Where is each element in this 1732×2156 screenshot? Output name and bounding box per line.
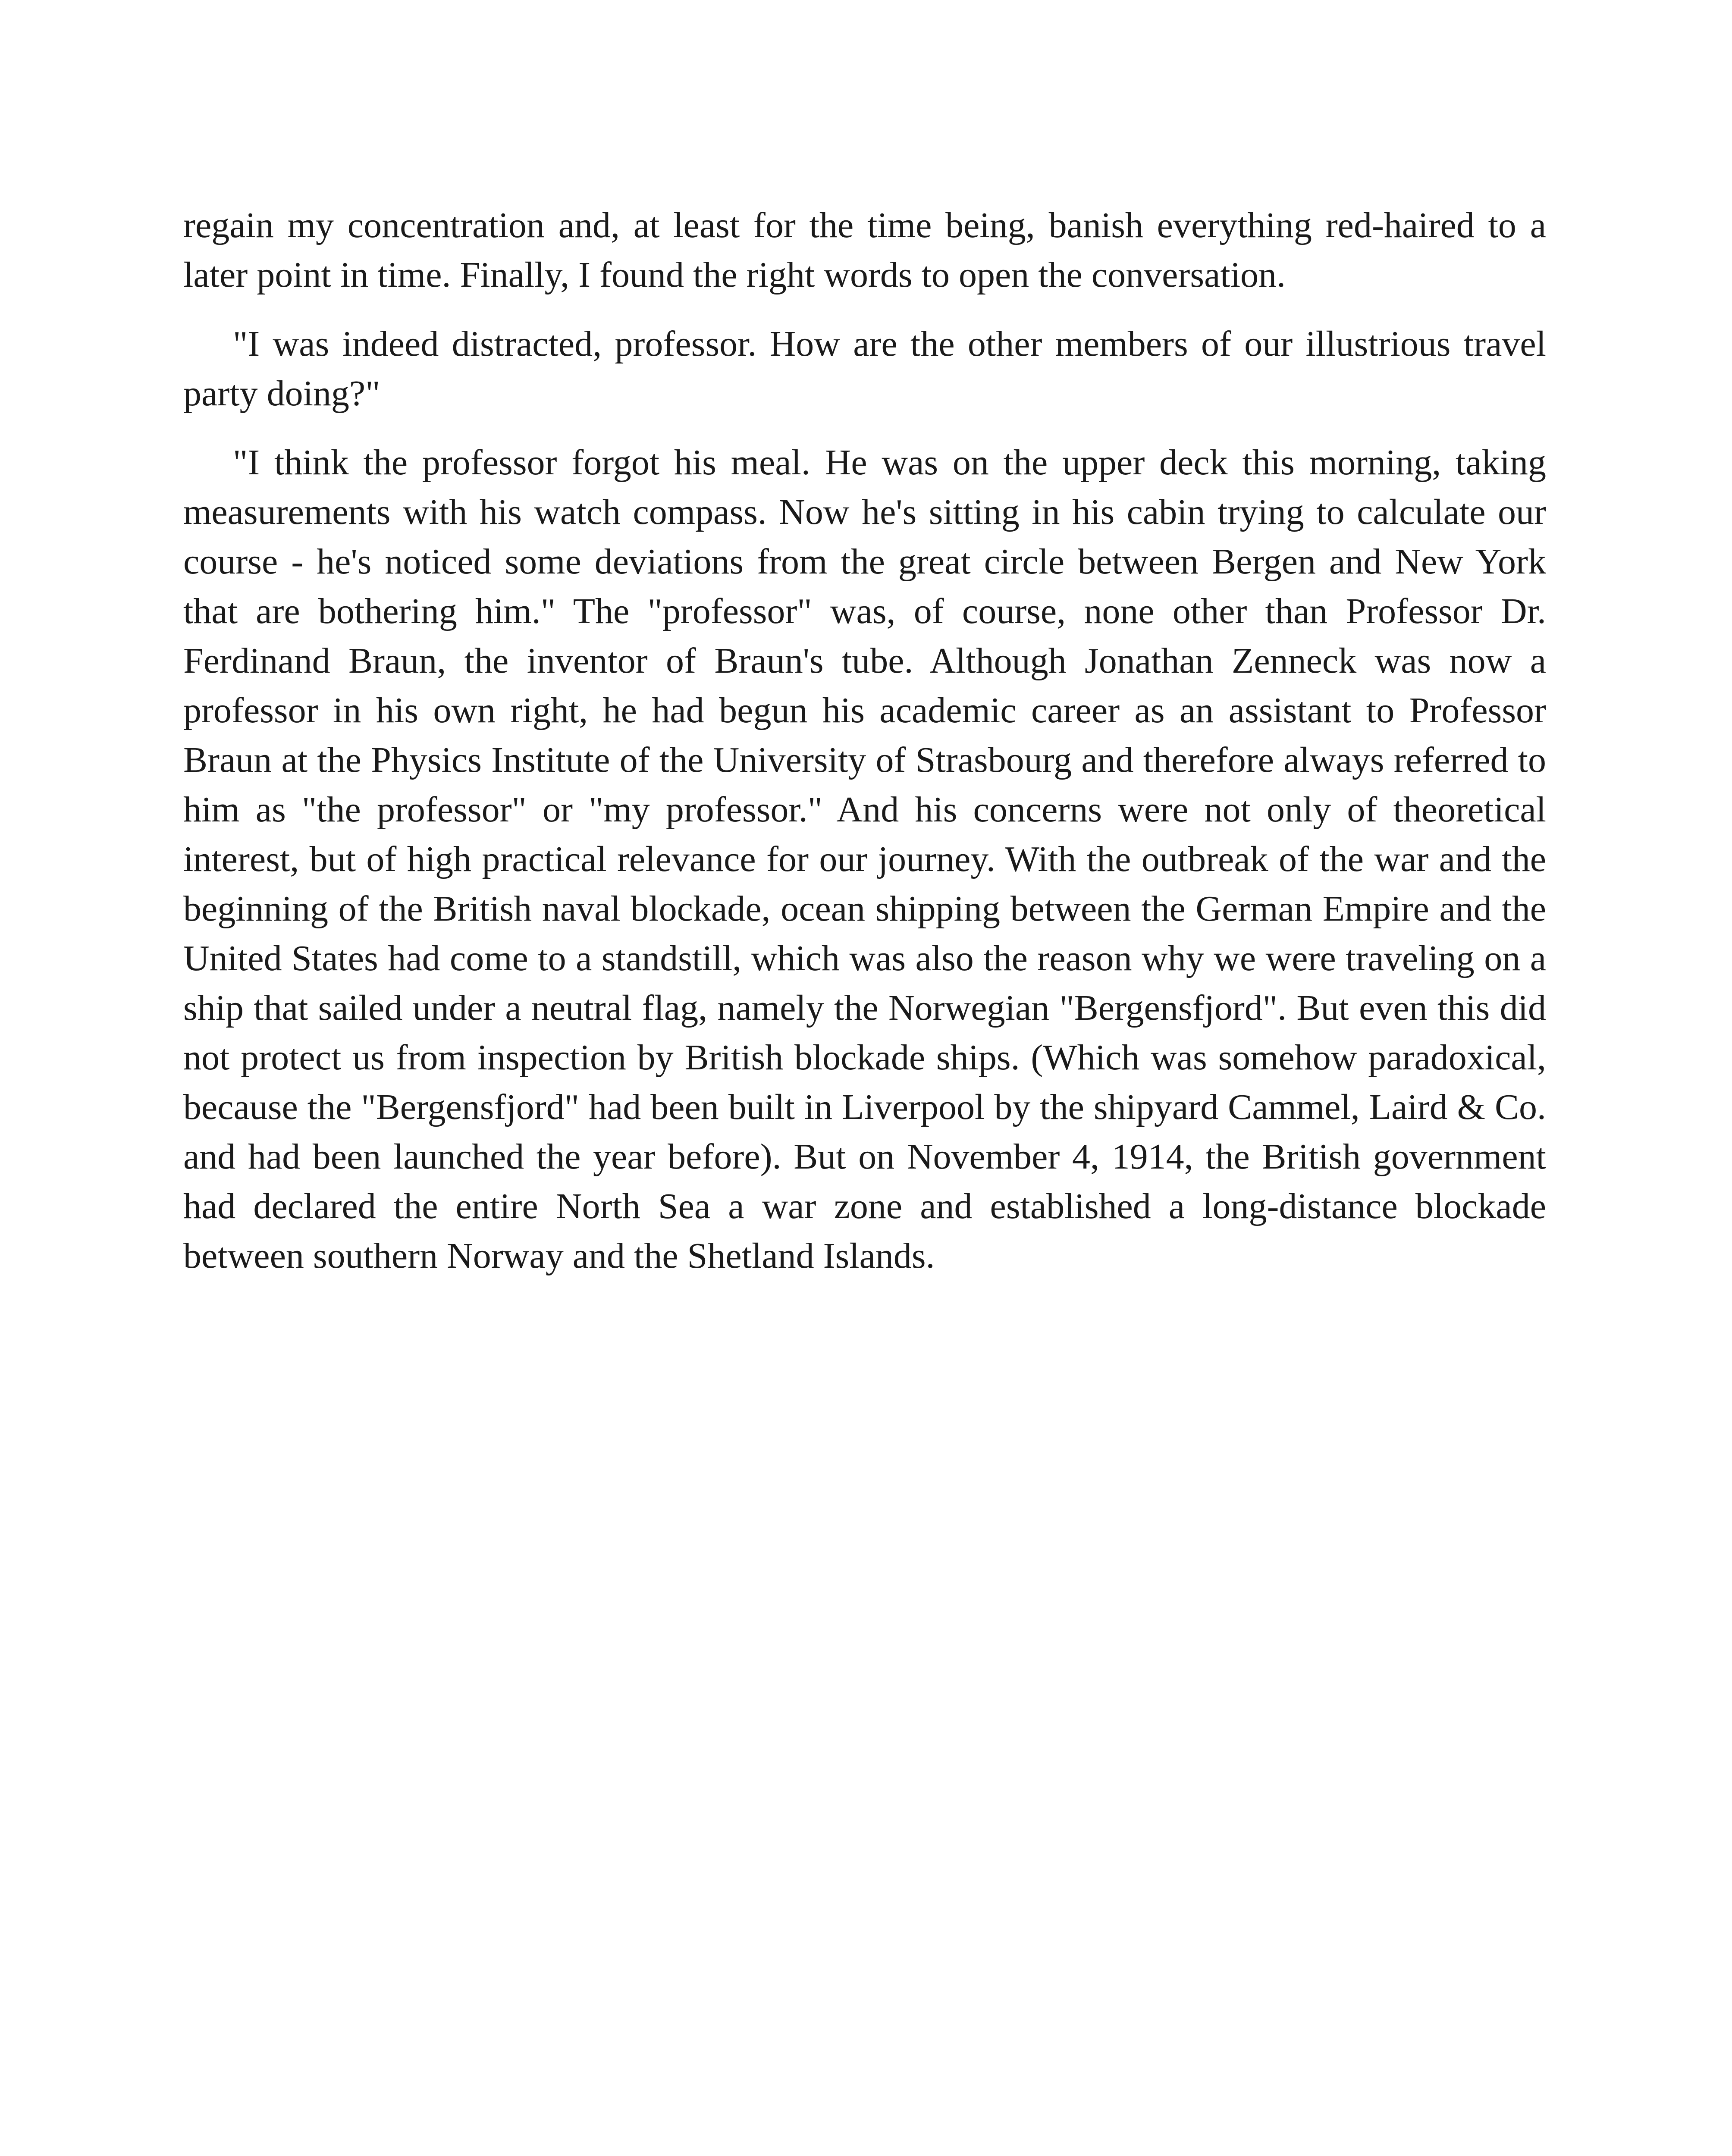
paragraph-main: "I think the professor forgot his meal. He was on the upper deck this morning, taking measurements with his watch compass. Now he's sitting in his cabin trying to calculate our course - he's noticed some deviations from the great circle between Bergen and New York that are bothering him." The "professor" was, of course, none other than Professor Dr. Ferdinand Braun, the inventor of Braun's tube. Although Jonathan Zenneck was now a professor in his own right, he had begun his academic career as an assistant to Professor Braun at the Physics Institute of the University of Strasbourg and therefore always referred to him as "the professor" or "my professor." And his concerns were not only of theoretical interest, but of high practical relevance for our journey. With the outbreak of the war and the beginning of the British naval blockade, ocean shipping between the German Empire and the United States had come to a standstill, which was also the reason why we were traveling on a ship that sailed under a neutral flag, namely the Norwegian "Bergensfjord". But even this did not protect us from inspection by British blockade ships. (Which was somehow paradoxical, because the "Bergensfjord" had been built in Liverpool by the shipyard Cammel, Laird & Co. and had been launched the year before). But on November 4, 1914, the British government had declared the entire North Sea a war zone and established a long-distance blockade between southern Norway and the Shetland Islands. [183, 442, 1546, 1276]
paragraph-dialogue: "I was indeed distracted, professor. How are the other members of our illustrious travel party doing?" [183, 324, 1546, 414]
paragraph-continuation: regain my concentration and, at least for the time being, banish everything red-haired to a later point in time. Finally, I found the right words to open the conversation. [183, 205, 1546, 295]
body-text [183, 201, 1546, 1300]
